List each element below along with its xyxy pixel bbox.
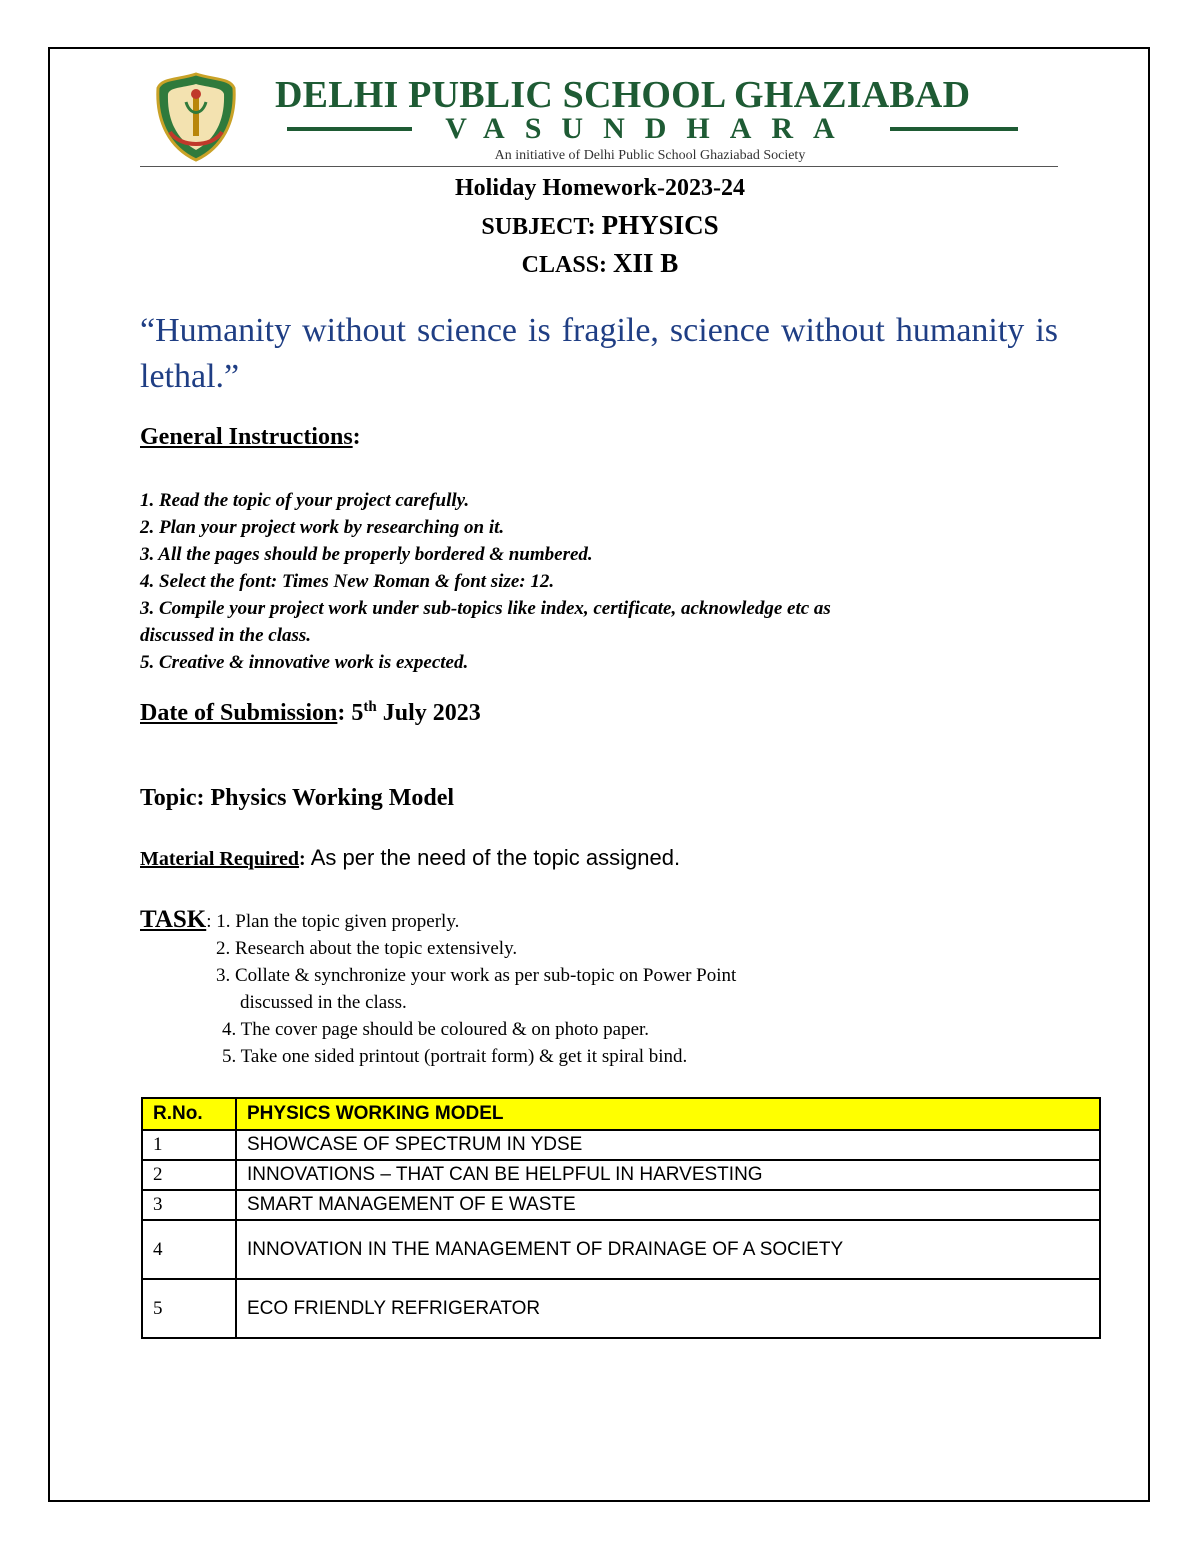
table-row [142,1130,1100,1160]
school-branch: VASUNDHARA [445,112,855,145]
instructions-list [140,487,1040,676]
table-header-rno: R.No. [142,1098,236,1130]
header-rule-right [890,127,1018,131]
instruction-item: 2. Plan your project work by researching on it. [140,517,505,538]
table-cell-model: ECO FRIENDLY REFRIGERATOR [236,1279,1100,1338]
instructions-heading [140,424,361,451]
table-cell-rno: 1 [142,1130,236,1160]
school-crest-logo [156,72,236,162]
topic-line: Topic: Physics Working Model [140,785,455,811]
task-label: TASK [140,906,207,933]
task-item: discussed in the class. [240,992,407,1013]
quote: “Humanity without science is fragile, science without humanity is lethal.” [140,312,1058,395]
material-colon: : [299,848,311,870]
submission-day: 5 [351,700,364,726]
class-value: XII B [613,248,679,278]
table-cell-rno: 3 [142,1190,236,1220]
class-line [140,248,1060,279]
instruction-item: 1. Read the topic of your project carefully. [140,490,470,511]
instruction-item: discussed in the class. [140,625,312,646]
table-cell-model: INNOVATIONS – THAT CAN BE HELPFUL IN HARVESTING [236,1160,1100,1190]
task-item: 4. The cover page should be coloured & on photo paper. [222,1019,650,1040]
subject-line [140,210,1060,241]
subject-value: PHYSICS [601,210,719,240]
task-item: 2. Research about the topic extensively. [216,938,518,959]
instruction-item: 3. Compile your project work under sub-topics like index, certificate, acknowledge etc as [140,598,831,619]
material-label: Material Required [140,848,300,870]
submission-day-suffix: th [363,699,377,715]
submission-month-year: July 2023 [376,700,481,726]
submission-colon: : [337,700,352,726]
school-tagline: An initiative of Delhi Public School Ghaziabad Society [494,148,806,163]
table-cell-rno: 2 [142,1160,236,1190]
submission-label: Date of Submission [140,700,338,726]
table-header-row [142,1098,1100,1130]
header-divider [140,166,1058,167]
task-colon: : [206,911,217,932]
table-cell-model: INNOVATION IN THE MANAGEMENT OF DRAINAGE OF A SOCIETY [236,1220,1100,1279]
instructions-heading-colon: : [352,424,361,450]
submission-date [140,699,481,727]
subject-label: SUBJECT: [481,214,602,240]
table-cell-rno: 4 [142,1220,236,1279]
material-value: As per the need of the topic assigned. [310,845,681,870]
table-row [142,1190,1100,1220]
task-section [140,906,1040,1070]
material-required [140,845,680,871]
table-cell-model: SMART MANAGEMENT OF E WASTE [236,1190,1100,1220]
instructions-heading-text: General Instructions [140,424,353,450]
table-cell-model: SHOWCASE OF SPECTRUM IN YDSE [236,1130,1100,1160]
task-item: 5. Take one sided printout (portrait form) & get it spiral bind. [222,1046,688,1067]
header-rule-left [287,127,412,131]
homework-title: Holiday Homework-2023-24 [455,175,745,201]
models-table [141,1097,1101,1339]
task-item: 3. Collate & synchronize your work as per sub-topic on Power Point [216,965,737,986]
task-item: 1. Plan the topic given properly. [216,911,460,932]
table-row [142,1160,1100,1190]
instruction-item: 5. Creative & innovative work is expected. [140,652,469,673]
table-cell-rno: 5 [142,1279,236,1338]
instruction-item: 3. All the pages should be properly bordered & numbered. [140,544,593,565]
class-label: CLASS: [521,252,614,278]
table-header-model: PHYSICS WORKING MODEL [236,1098,1100,1130]
instruction-item: 4. Select the font: Times New Roman & font size: 12. [140,571,555,592]
table-row [142,1220,1100,1279]
table-row [142,1279,1100,1338]
task-line [140,906,1040,935]
school-name: DELHI PUBLIC SCHOOL GHAZIABAD [275,74,971,116]
